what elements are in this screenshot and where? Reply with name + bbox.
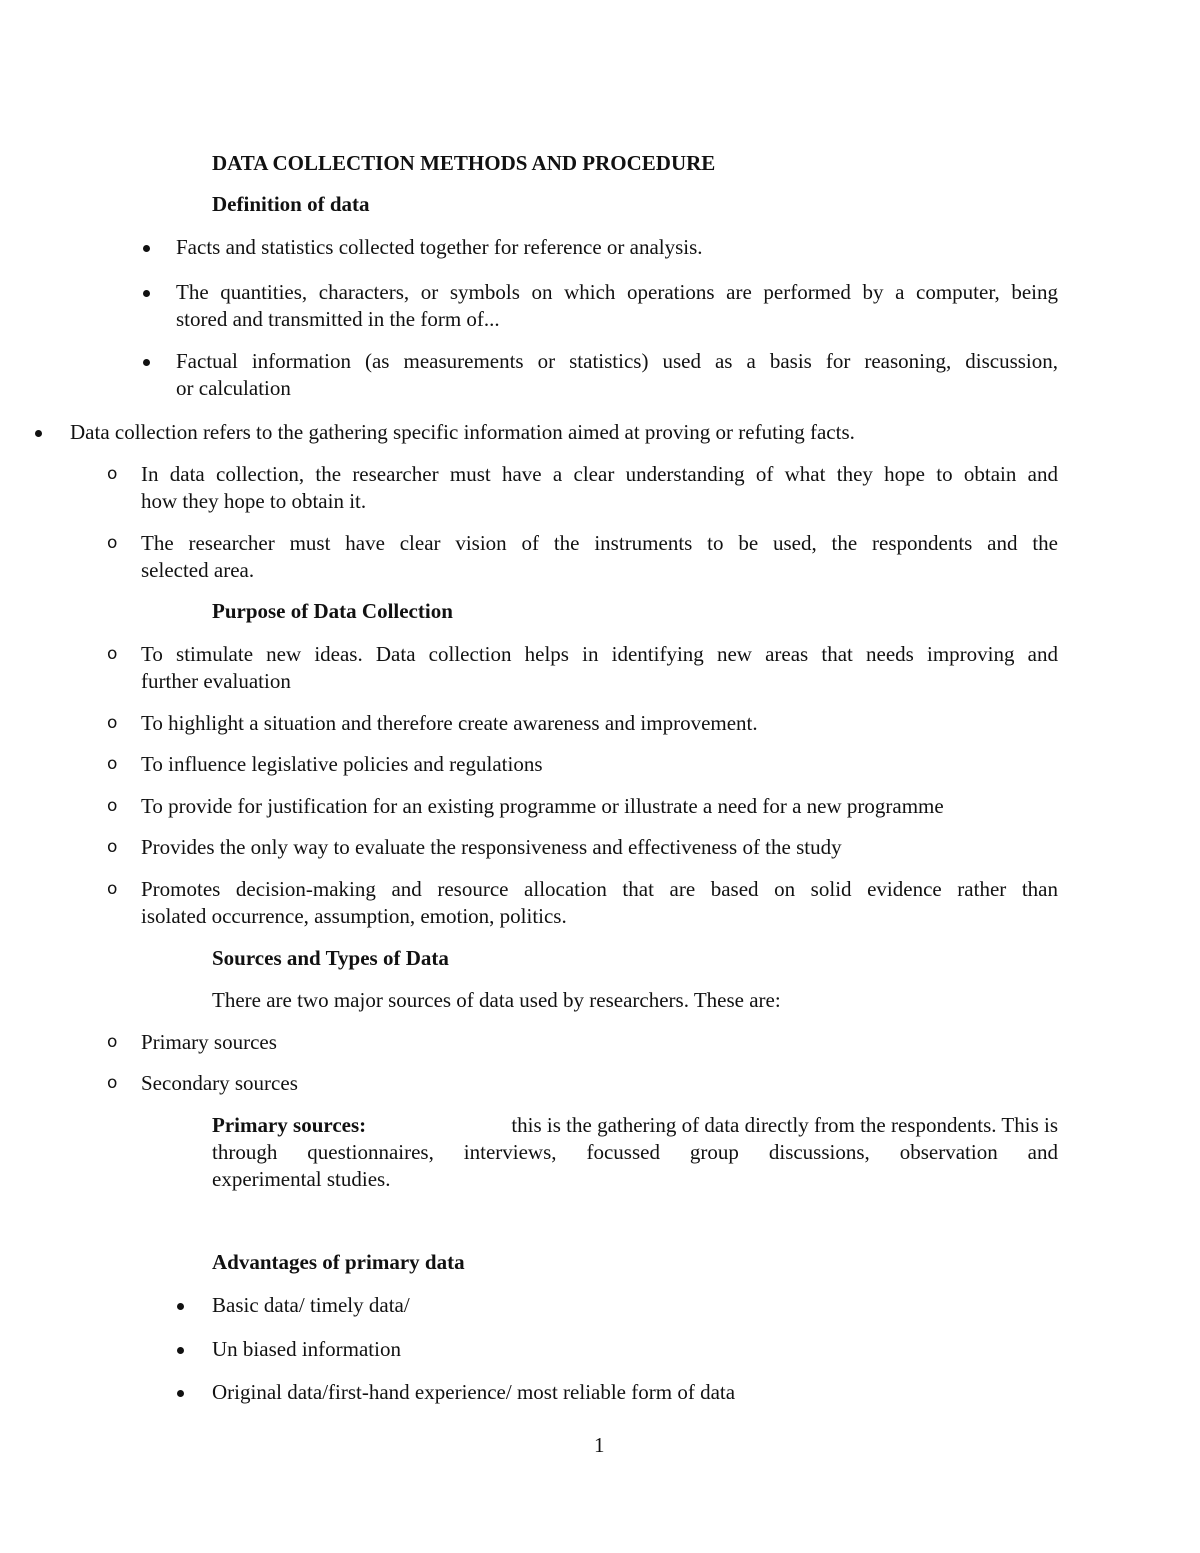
circle-bullet: o — [107, 879, 118, 899]
sources-heading: Sources and Types of Data — [212, 946, 449, 970]
definition-item: The quantities, characters, or symbols on which operations are performed by a computer, being — [176, 280, 1058, 304]
bullet-dot — [177, 1303, 184, 1310]
purpose-item: To influence legislative policies and regulations — [141, 752, 543, 776]
advantages-item: Basic data/ timely data/ — [212, 1293, 410, 1317]
sources-item: Secondary sources — [141, 1071, 298, 1095]
circle-bullet: o — [107, 533, 118, 553]
sources-intro: There are two major sources of data used by researchers. These are: — [212, 988, 781, 1012]
collection-intro: Data collection refers to the gathering specific information aimed at proving or refuting facts. — [70, 420, 855, 444]
advantages-item: Un biased information — [212, 1337, 401, 1361]
primary-sources-text-continued: through questionnaires, interviews, focussed group discussions, observation and — [212, 1140, 1058, 1164]
collection-point: In data collection, the researcher must have a clear understanding of what they hope to obtain and — [141, 462, 1058, 486]
circle-bullet: o — [107, 796, 118, 816]
bullet-dot — [35, 430, 42, 437]
circle-bullet: o — [107, 713, 118, 733]
primary-sources-line — [212, 1112, 1058, 1139]
circle-bullet: o — [107, 464, 118, 484]
advantages-heading: Advantages of primary data — [212, 1250, 465, 1274]
document-title: DATA COLLECTION METHODS AND PROCEDURE — [212, 151, 716, 175]
bullet-dot — [177, 1347, 184, 1354]
purpose-item: To provide for justification for an existing programme or illustrate a need for a new programme — [141, 794, 944, 818]
bullet-dot — [143, 359, 150, 366]
primary-sources-text-continued: experimental studies. — [212, 1167, 391, 1191]
page-number: 1 — [594, 1433, 605, 1457]
purpose-item-continued: isolated occurrence, assumption, emotion, politics. — [141, 904, 567, 928]
collection-point-continued: selected area. — [141, 558, 255, 582]
definition-item: Factual information (as measurements or statistics) used as a basis for reasoning, discussion, — [176, 349, 1058, 373]
purpose-item-continued: further evaluation — [141, 669, 291, 693]
bullet-dot — [177, 1390, 184, 1397]
circle-bullet: o — [107, 1032, 118, 1052]
advantages-item: Original data/first-hand experience/ most reliable form of data — [212, 1380, 736, 1404]
collection-point: The researcher must have clear vision of the instruments to be used, the respondents and the — [141, 531, 1058, 555]
purpose-item: Provides the only way to evaluate the responsiveness and effectiveness of the study — [141, 835, 842, 859]
circle-bullet: o — [107, 1073, 118, 1093]
bullet-dot — [143, 290, 150, 297]
primary-sources-text: this is the gathering of data directly from the respondents. This is — [511, 1113, 1058, 1137]
purpose-item: To highlight a situation and therefore create awareness and improvement. — [141, 711, 758, 735]
circle-bullet: o — [107, 837, 118, 857]
sources-item: Primary sources — [141, 1030, 277, 1054]
bullet-dot — [143, 245, 150, 252]
definition-item: Facts and statistics collected together for reference or analysis. — [176, 235, 703, 259]
definition-item-continued: stored and transmitted in the form of... — [176, 307, 500, 331]
purpose-item: To stimulate new ideas. Data collection helps in identifying new areas that needs improving and — [141, 642, 1058, 666]
purpose-item: Promotes decision-making and resource allocation that are based on solid evidence rather than — [141, 877, 1058, 901]
definition-heading: Definition of data — [212, 192, 370, 216]
definition-item-continued: or calculation — [176, 376, 291, 400]
circle-bullet: o — [107, 754, 118, 774]
primary-sources-label: Primary sources: — [212, 1113, 367, 1137]
circle-bullet: o — [107, 644, 118, 664]
purpose-heading: Purpose of Data Collection — [212, 599, 453, 623]
collection-point-continued: how they hope to obtain it. — [141, 489, 367, 513]
